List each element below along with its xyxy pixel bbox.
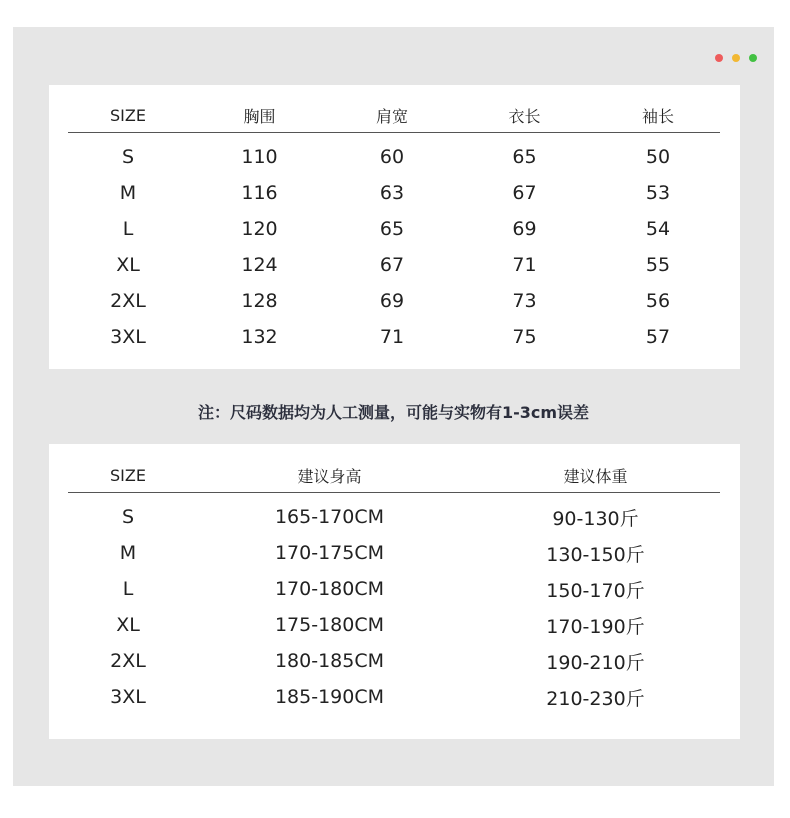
table-cell: 190-210斤 xyxy=(546,651,645,674)
header-shoulder: 肩宽 xyxy=(331,98,453,133)
table-row xyxy=(68,679,720,715)
table-cell: 116 xyxy=(241,182,278,204)
table-cell: 71 xyxy=(379,326,405,348)
measurement-note: 注：尺码数据均为人工测量，可能与实物有1-3cm误差 xyxy=(197,403,590,422)
table-row xyxy=(68,175,720,211)
table-cell: 128 xyxy=(241,290,278,312)
table-cell: 63 xyxy=(379,182,405,204)
table-cell: 165-170CM xyxy=(274,506,385,528)
table-cell: 60 xyxy=(379,146,405,168)
table-cell: 124 xyxy=(241,254,278,276)
table-cell: 132 xyxy=(241,326,278,348)
table-cell: 50 xyxy=(645,146,671,168)
table-cell: M xyxy=(119,542,137,564)
table-row xyxy=(68,133,720,176)
red-dot-icon[interactable] xyxy=(715,54,723,62)
header-size: SIZE xyxy=(68,98,188,133)
table-cell: 53 xyxy=(645,182,671,204)
header-height: 建议身高 xyxy=(188,458,471,493)
table-row xyxy=(68,493,720,536)
table-cell: 120 xyxy=(241,218,278,240)
table-cell: 3XL xyxy=(110,686,146,708)
size-chart-card xyxy=(49,85,740,369)
table-row xyxy=(68,283,720,319)
table-cell: 2XL xyxy=(110,290,146,312)
table-cell: 55 xyxy=(645,254,671,276)
header-weight: 建议体重 xyxy=(471,458,720,493)
table-cell: 75 xyxy=(512,326,537,348)
table-cell: L xyxy=(122,218,134,240)
table-cell: 69 xyxy=(512,218,537,240)
table-cell: 110 xyxy=(241,146,278,168)
table-cell: 130-150斤 xyxy=(546,543,645,566)
table-cell: XL xyxy=(116,254,140,276)
table-cell: 56 xyxy=(645,290,671,312)
table-cell: XL xyxy=(116,614,140,636)
table-cell: 73 xyxy=(512,290,537,312)
table-cell: 210-230斤 xyxy=(546,687,645,710)
table-cell: 65 xyxy=(379,218,405,240)
table-cell: 90-130斤 xyxy=(552,507,639,530)
table-cell: 150-170斤 xyxy=(546,579,645,602)
table-cell: 71 xyxy=(512,254,537,276)
table-cell: 54 xyxy=(645,218,671,240)
table-cell: 185-190CM xyxy=(274,686,385,708)
window-dots xyxy=(715,54,757,62)
header-chest: 胸围 xyxy=(188,98,331,133)
table-cell: 170-190斤 xyxy=(546,615,645,638)
content-frame xyxy=(13,27,774,786)
table-cell: 67 xyxy=(379,254,405,276)
table-cell: 180-185CM xyxy=(274,650,385,672)
table-cell: S xyxy=(121,146,135,168)
table-cell: L xyxy=(122,578,134,600)
table-row xyxy=(68,571,720,607)
table-cell: 175-180CM xyxy=(274,614,385,636)
yellow-dot-icon[interactable] xyxy=(732,54,740,62)
table-cell: 57 xyxy=(645,326,671,348)
header-length: 衣长 xyxy=(453,98,596,133)
header-size: SIZE xyxy=(68,458,188,493)
table-cell: M xyxy=(119,182,137,204)
header-sleeve: 袖长 xyxy=(596,98,720,133)
table-cell: 67 xyxy=(512,182,537,204)
table-header-row xyxy=(68,458,720,493)
size-measurement-table xyxy=(68,98,720,355)
table-row xyxy=(68,535,720,571)
size-recommendation-table xyxy=(68,458,720,715)
green-dot-icon[interactable] xyxy=(749,54,757,62)
table-cell: 69 xyxy=(379,290,405,312)
table-row xyxy=(68,607,720,643)
table-cell: 3XL xyxy=(110,326,146,348)
recommendation-card xyxy=(49,444,740,739)
table-row xyxy=(68,247,720,283)
table-cell: 2XL xyxy=(110,650,146,672)
table-header-row xyxy=(68,98,720,133)
table-row xyxy=(68,643,720,679)
table-cell: S xyxy=(121,506,135,528)
table-cell: 65 xyxy=(512,146,537,168)
table-row xyxy=(68,211,720,247)
table-cell: 170-175CM xyxy=(274,542,385,564)
table-cell: 170-180CM xyxy=(274,578,385,600)
table-row xyxy=(68,319,720,355)
